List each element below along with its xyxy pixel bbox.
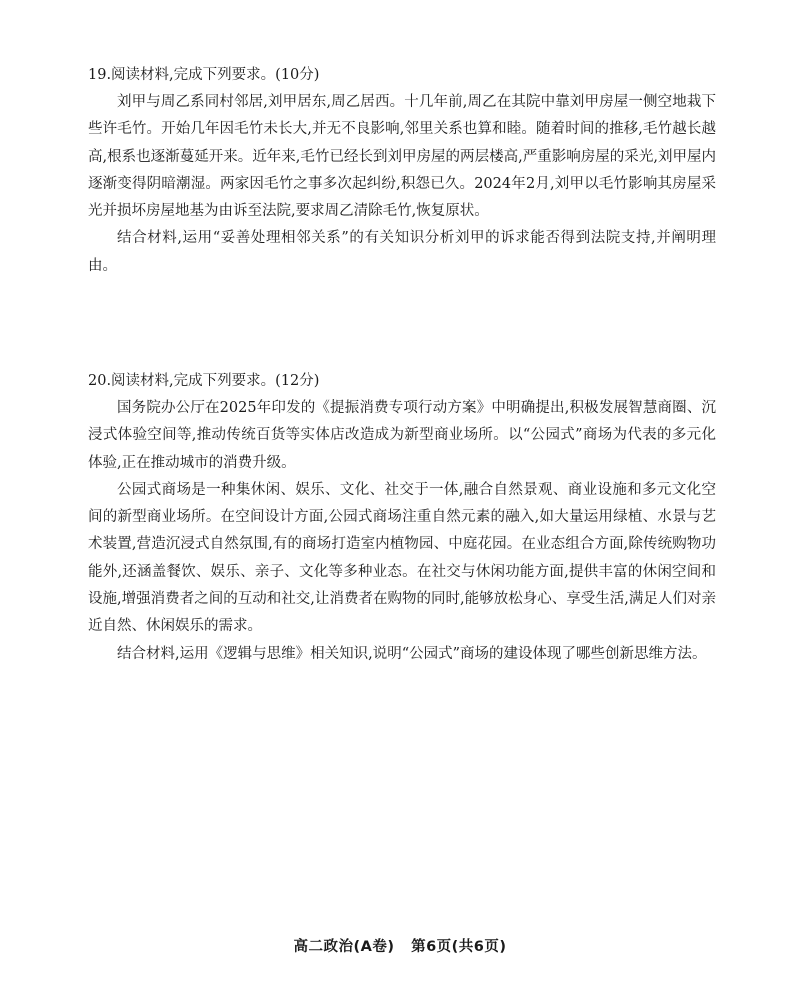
question-19	[88, 62, 716, 280]
question-19-prompt: 结合材料,运用“妥善处理相邻关系”的有关知识分析刘甲的诉求能否得到法院支持,并阐明理由。	[88, 230, 716, 274]
page-footer: 高二政治(A卷) 第6页(共6页)	[293, 939, 507, 955]
question-20-material-1: 国务院办公厅在2025年印发的《提振消费专项行动方案》中明确提出,积极发展智慧商圈、沉浸式体验空间等,推动传统百货等实体店改造成为新型商业场所。以“公园式”商场为代表的多元化体验,正在推动城市的消费升级。	[88, 400, 716, 471]
question-19-material: 刘甲与周乙系同村邻居,刘甲居东,周乙居西。十几年前,周乙在其院中靠刘甲房屋一侧空地栽下些许毛竹。开始几年因毛竹未长大,并无不良影响,邻里关系也算和睦。随着时间的推移,毛竹越长越高,根系也逐渐蔓延开来。近年来,毛竹已经长到刘甲房屋的两层楼高,严重影响房屋的采光,刘甲屋内逐渐变得阴暗潮湿。两家因毛竹之事多次起纠纷,积怨已久。2024年2月,刘甲以毛竹影响其房屋采光并损坏房屋地基为由诉至法院,要求周乙清除毛竹,恢复原状。	[88, 94, 716, 220]
question-20-material-2: 公园式商场是一种集休闲、娱乐、文化、社交于一体,融合自然景观、商业设施和多元文化空间的新型商业场所。在空间设计方面,公园式商场注重自然元素的融入,如大量运用绿植、水景与艺术装置,营造沉浸式自然氛围,有的商场打造室内植物园、中庭花园。在业态组合方面,除传统购物功能外,还涵盖餐饮、娱乐、亲子、文化等多种业态。在社交与休闲功能方面,提供丰富的休闲空间和设施,增强消费者之间的互动和社交,让消费者在购物的同时,能够放松身心、享受生活,满足人们对亲近自然、休闲娱乐的需求。	[88, 481, 716, 635]
question-20	[88, 368, 716, 668]
question-20-prompt: 结合材料,运用《逻辑与思维》相关知识,说明“公园式”商场的建设体现了哪些创新思维方法。	[117, 645, 707, 662]
question-19-heading: 19.阅读材料,完成下列要求。(10分)	[88, 67, 320, 83]
question-20-heading: 20.阅读材料,完成下列要求。(12分)	[88, 373, 320, 389]
